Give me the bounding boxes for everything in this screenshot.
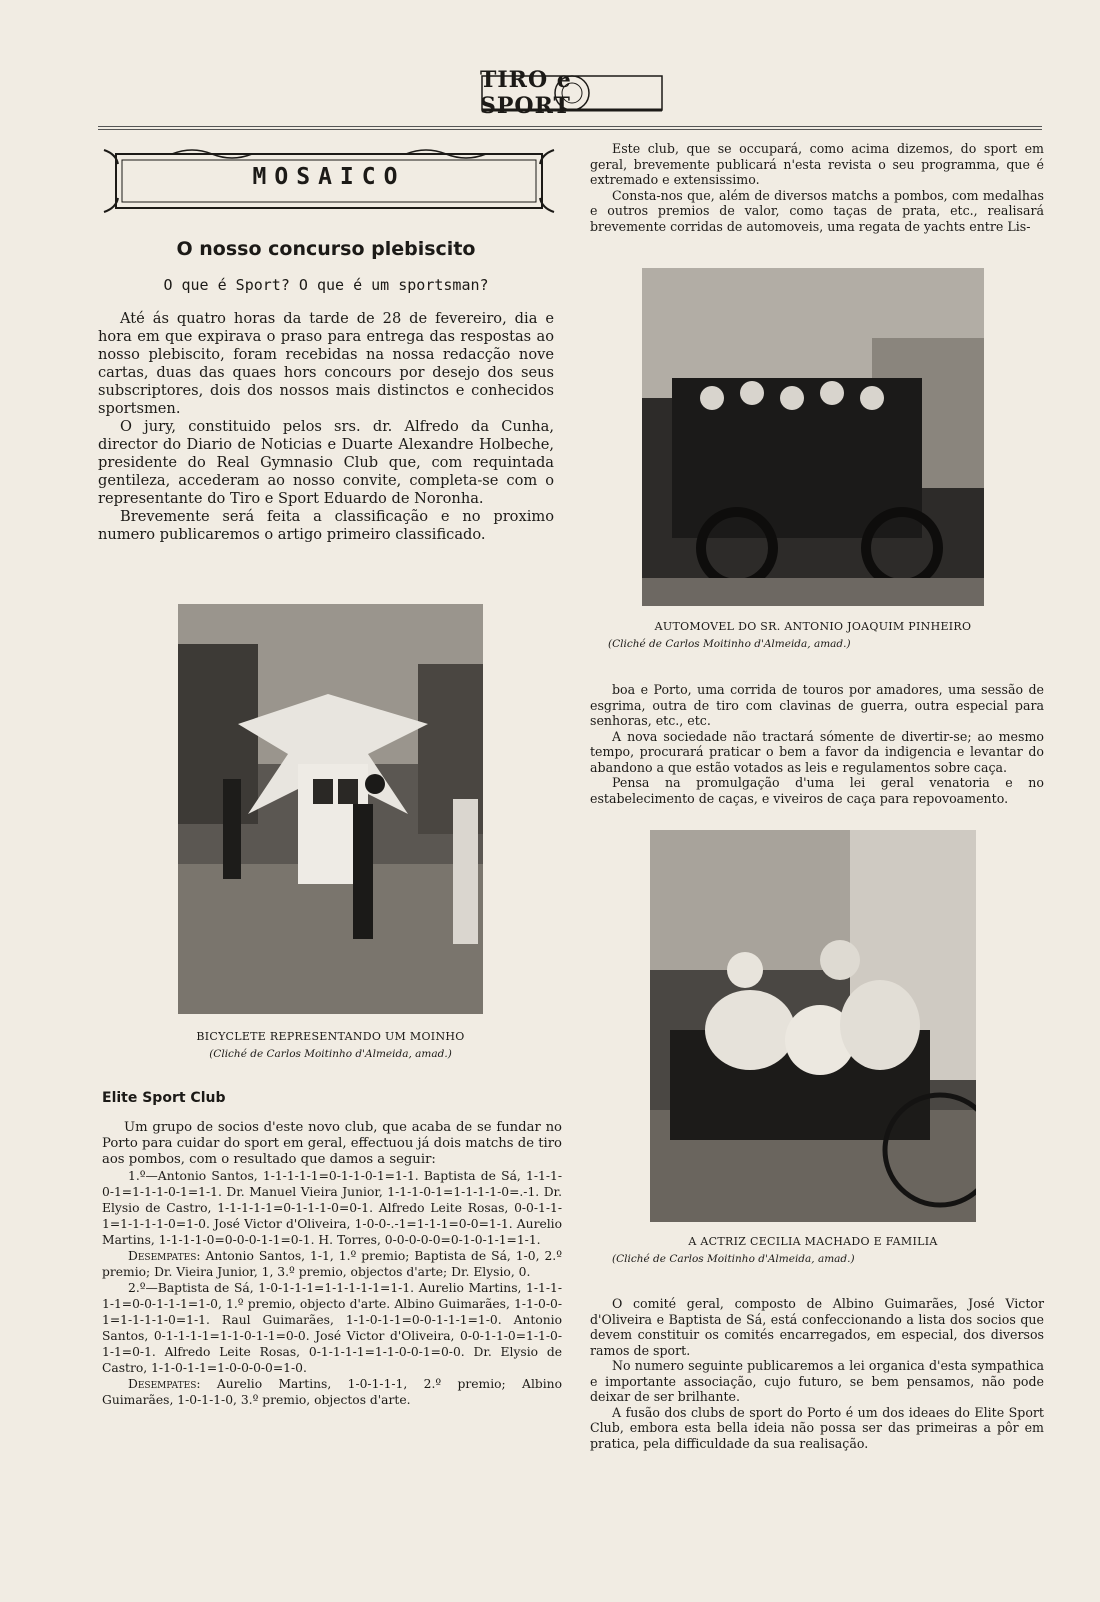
photo-credit: (Cliché de Carlos Moitinho d'Almeida, amad.) — [612, 1253, 855, 1265]
club-intro — [102, 1120, 562, 1168]
paragraph: O comité geral, composto de Albino Guimarães, José Victor d'Oliveira e Baptista de Sá, está confeccionando a lista dos socios que devem constituir os comités encarregados, em especial, dos diversos ramos de sport. — [590, 1296, 1044, 1358]
section-heading: Elite Sport Club — [102, 1090, 226, 1106]
paragraph: Pensa na promulgação d'uma lei geral venatoria e no estabelecimento de caças, e viveiros de caça para repovoamento. — [590, 775, 1044, 806]
results-round-2: 2.º—Baptista de Sá, 1-0-1-1-1=1-1-1-1-1=1-1. Aurelio Martins, 1-1-1-1-1=0-0-1-1-1=1-0, 1.º premio, objecto d'arte. Albino Guimarães, 1-1-0-0-1=1-1-1-1-0=1-1. Raul Guimarães, 1-1-0-1-1=0-0-1-1-1=1-0. Antonio Santos, 0-1-1-1-1=1-1-0-1-1=0-0. José Victor d'Oliveira, 0-0-1-1-0=1-1-0-1-1=0-1. Alfredo Leite Rosas, 0-1-1-1-1=1-1-0-0-1=0-0. Dr. Elysio de Castro, 1-1-0-1-1=1-0-0-0-0=1-0. — [102, 1281, 562, 1375]
desempates-label: Desempates — [128, 1249, 197, 1263]
paragraph: A fusão dos clubs de sport do Porto é um dos ideaes do Elite Sport Club, embora esta bella ideia não possa ser das primeiras a pôr em pratica, pela difficuldade da sua realisação. — [590, 1404, 1044, 1451]
paragraph: Consta-nos que, além de diversos matchs a pombos, com medalhas e outros premios de valor, como taças de prata, etc., realisará brevemente corridas de automoveis, uma regata de yachts entre Lis- — [590, 187, 1044, 234]
paragraph: Até ás quatro horas da tarde de 28 de fevereiro, dia e hora em que expirava o praso para entrega das respostas ao nosso plebiscito, foram recebidas na nossa redacção nove cartas, duas das quaes hors concours por desejo dos seus subscriptores, dois dos nossos mais distinctos e conhecidos sportsmen. — [98, 310, 554, 417]
header-rule — [98, 129, 1042, 130]
masthead-title: TIRO e SPORT — [480, 67, 572, 119]
photo-windmill-bicycle — [178, 604, 483, 1014]
paragraph: Este club, que se occupará, como acima dizemos, do sport em geral, brevemente publicará n'esta revista o seu programma, que é extremado e extensissimo. — [590, 141, 1044, 187]
paragraph: Um grupo de socios d'este novo club, que acaba de se fundar no Porto para cuidar do sport em geral, effectuou já dois matchs de tiro aos pombos, com o resultado que damos a seguir: — [102, 1120, 562, 1167]
desempates-text: : Antonio Santos, 1-1, 1.º premio; Baptista de Sá, 1-0, 2.º premio; Dr. Vieira Junior, 1, 3.º premio, objectos d'arte; Dr. Elysio, 0. — [102, 1249, 562, 1279]
photo-caption: AUTOMOVEL DO SR. ANTONIO JOAQUIM PINHEIRO — [654, 620, 972, 633]
paragraph: boa e Porto, uma corrida de touros por amadores, uma sessão de esgrima, outra de tiro com clavinas de guerra, outra especial para senhoras, etc., etc. — [590, 682, 1044, 728]
paragraph: Brevemente será feita a classificação e no proximo numero publicaremos o artigo primeiro classificado. — [98, 508, 554, 543]
desempates-label: Desempates — [128, 1377, 197, 1391]
right-column-top — [590, 141, 1044, 234]
article-title: O nosso concurso plebiscito — [176, 238, 476, 260]
paragraph: A nova sociedade não tractará sómente de divertir-se; ao mesmo tempo, procurará praticar o bem a favor da indigencia e levantar do abandono a que estão votados as leis e regulamentos sobre caça. — [590, 728, 1044, 775]
photo-caption: BICYCLETE REPRESENTANDO UM MOINHO — [196, 1030, 465, 1043]
paragraph: No numero seguinte publicaremos a lei organica d'esta sympathica e importante associação, cujo futuro, se bem pensamos, não pode deixar de ser brilhante. — [590, 1358, 1044, 1404]
right-column-bottom — [590, 1296, 1044, 1451]
photo-carriage — [650, 830, 976, 1222]
masthead-logo — [480, 67, 664, 119]
article-subtitle: O que é Sport? O que é um sportsman? — [163, 276, 489, 294]
right-column-middle — [590, 682, 1044, 806]
banner-title: MOSAICO — [252, 164, 406, 190]
photo-caption: A ACTRIZ CECILIA MACHADO E FAMILIA — [688, 1235, 938, 1248]
desempates-1 — [102, 1248, 562, 1280]
paragraph: O jury, constituido pelos srs. dr. Alfredo da Cunha, director do Diario de Noticias e Duarte Alexandre Holbeche, presidente do Real Gymnasio Club que, com requintada gentileza, accederam ao nosso convite, completa-se com o representante do Tiro e Sport Eduardo de Noronha. — [98, 418, 554, 507]
match-results — [102, 1168, 562, 1408]
results-round-1: 1.º—Antonio Santos, 1-1-1-1-1=0-1-1-0-1=1-1. Baptista de Sá, 1-1-1-0-1=1-1-1-0-1=1-1. Dr. Manuel Vieira Junior, 1-1-1-0-1=1-1-1-1-0=.-1. Dr. Elysio de Castro, 1-1-1-1-1=0-1-1-1-0=0-1. Alfredo Leite Rosas, 0-0-1-1-1=1-1-1-1-0=1-0. José Victor d'Oliveira, 1-0-0-.-1=1-1-1=0-0=1-1. Aurelio Martins, 1-1-1-1-0=0-0-0-1-1=0-1. H. Torres, 0-0-0-0-0=0-1-0-1-1=1-1. — [102, 1169, 562, 1247]
photo-credit: (Cliché de Carlos Moitinho d'Almeida, amad.) — [608, 638, 851, 650]
photo-credit: (Cliché de Carlos Moitinho d'Almeida, amad.) — [209, 1048, 452, 1060]
section-banner — [102, 148, 556, 214]
header-rule — [98, 126, 1042, 127]
desempates-text: : Aurelio Martins, 1-0-1-1-1, 2.º premio; Albino Guimarães, 1-0-1-1-0, 3.º premio, objectos d'arte. — [102, 1377, 562, 1407]
desempates-2 — [102, 1376, 562, 1408]
photo-automobile — [642, 268, 984, 606]
article-body — [98, 310, 554, 544]
